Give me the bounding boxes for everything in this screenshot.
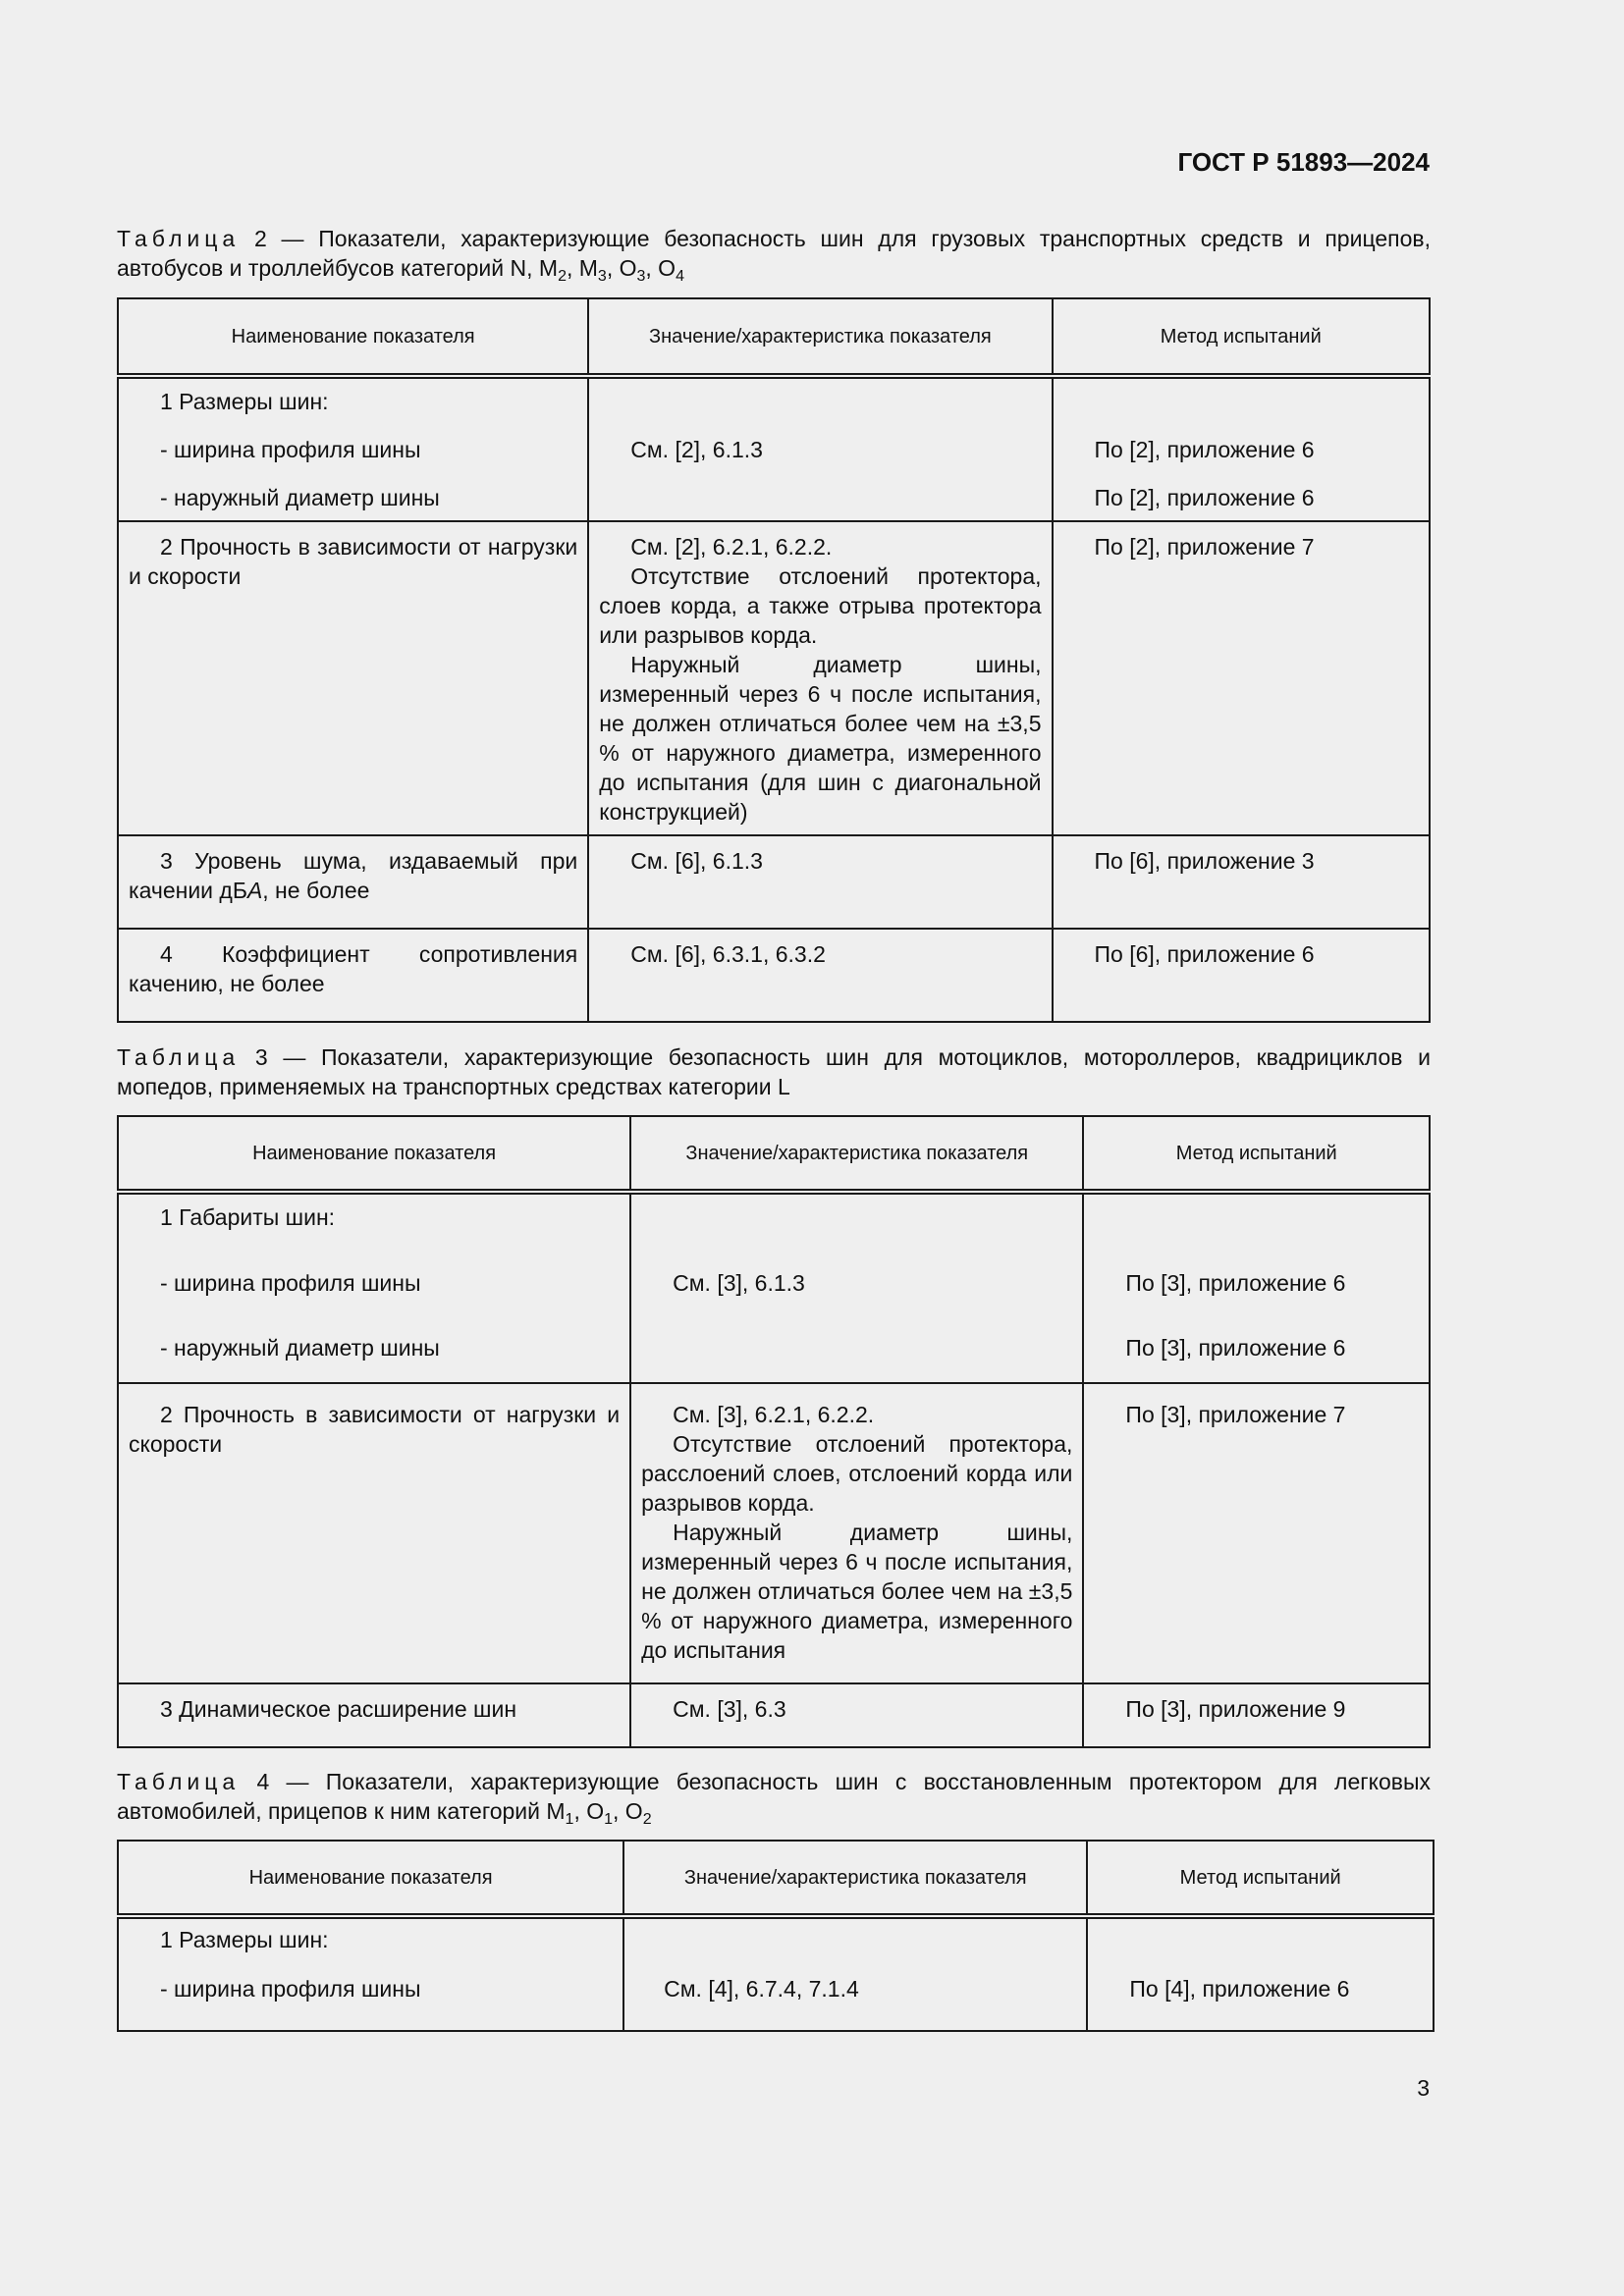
cell-text: См. [6], 6.1.3	[630, 848, 763, 874]
subscript: 2	[642, 1811, 652, 1828]
table-cell	[118, 929, 588, 1022]
cell-paragraph: Наружный диаметр шины, измеренный через 6 ч после испытания, не должен отличаться более чем на ±3,5 % от наружного диаметра, измеренного до испытания	[641, 1520, 1073, 1663]
row-subitem: - ширина профиля шины	[160, 437, 421, 462]
column-header: Наименование показателя	[118, 1116, 630, 1192]
cell-paragraph: Отсутствие отслоений протектора, слоев корда, а также отрыва протектора или разрывов корда.	[599, 563, 1042, 648]
cell-text: По [2], приложение 7	[1094, 534, 1315, 560]
table-cell	[1083, 1383, 1430, 1683]
table-cell	[118, 1916, 623, 2031]
table-cell	[1053, 835, 1431, 929]
table-4	[117, 1840, 1435, 2032]
table-row	[118, 1383, 1430, 1683]
page-number: 3	[1417, 2075, 1430, 2101]
table-row	[118, 521, 1430, 835]
table-3-caption-word: Таблица	[117, 1044, 241, 1070]
table-header-row	[118, 1841, 1434, 1916]
cell-text	[119, 836, 587, 913]
table-cell	[588, 835, 1052, 929]
subscript: 1	[604, 1811, 614, 1828]
cell-text: По [3], приложение 6	[1125, 1335, 1346, 1361]
table-2-caption-word: Таблица	[117, 226, 241, 251]
subscript: 4	[676, 268, 684, 285]
caption-sep: , O	[613, 1798, 643, 1824]
standard-designation: ГОСТ Р 51893—2024	[1177, 147, 1430, 177]
table-cell	[1053, 376, 1431, 521]
column-header: Наименование показателя	[118, 1841, 623, 1916]
cell-text: 2 Прочность в зависимости от нагрузки и скорости	[129, 534, 578, 589]
table-cell	[588, 376, 1052, 521]
cell-text: См. [2], 6.1.3	[630, 437, 763, 462]
table-cell	[118, 1383, 630, 1683]
cell-paragraph: См. [2], 6.2.1, 6.2.2.	[630, 534, 833, 560]
cell-text: По [3], приложение 9	[1125, 1696, 1346, 1722]
table-4-caption-text: 4 — Показатели, характеризующие безопасность шин с восстановленным протектором для легковых автомобилей, прицепов к ним категорий M	[117, 1769, 1431, 1824]
table-cell	[118, 376, 588, 521]
table-4-caption	[117, 1767, 1431, 1826]
subscript: 3	[636, 268, 646, 285]
column-header: Значение/характеристика показателя	[623, 1841, 1087, 1916]
table-cell	[118, 1683, 630, 1747]
table-2	[117, 297, 1431, 1023]
subscript: 3	[597, 268, 607, 285]
row-subitem: - наружный диаметр шины	[160, 485, 440, 510]
cell-text: По [2], приложение 6	[1094, 437, 1315, 462]
cell-text: По [3], приложение 6	[1125, 1270, 1346, 1296]
table-cell	[630, 1192, 1083, 1383]
table-cell	[630, 1383, 1083, 1683]
table-header-row	[118, 1116, 1430, 1192]
cell-text: 2 Прочность в зависимости от нагрузки и скорости	[129, 1402, 621, 1457]
cell-paragraph: См. [3], 6.2.1, 6.2.2.	[673, 1402, 875, 1427]
cell-text: 3 Динамическое расширение шин	[160, 1696, 517, 1722]
cell-text: 4 Коэффициент сопротивления качению, не более	[129, 941, 578, 996]
column-header: Значение/характеристика показателя	[630, 1116, 1083, 1192]
column-header: Метод испытаний	[1053, 298, 1431, 376]
table-row	[118, 835, 1430, 929]
cell-paragraph: Наружный диаметр шины, измеренный через 6 ч после испытания, не должен отличаться более чем на ±3,5 % от наружного диаметра, измеренного до испытания (для шин с диагональной конструкцией)	[599, 652, 1042, 825]
table-cell	[118, 835, 588, 929]
table-3-caption	[117, 1042, 1431, 1101]
cell-text: См. [4], 6.7.4, 7.1.4	[664, 1976, 859, 2002]
cell-text: См. [3], 6.1.3	[673, 1270, 805, 1296]
cell-text: По [2], приложение 6	[1094, 485, 1315, 510]
table-row	[118, 376, 1430, 521]
cell-text-part: 3 Уровень шума, издаваемый при качении дБ	[129, 848, 578, 903]
caption-sep: , O	[606, 255, 637, 281]
cell-text: См. [3], 6.3	[673, 1696, 786, 1722]
table-cell	[118, 1192, 630, 1383]
cell-text: По [6], приложение 6	[1094, 941, 1315, 967]
row-title: 1 Габариты шин:	[160, 1204, 336, 1230]
table-4-caption-word: Таблица	[117, 1769, 241, 1794]
row-title: 1 Размеры шин:	[160, 1927, 329, 1952]
table-2-caption	[117, 224, 1431, 283]
column-header: Метод испытаний	[1083, 1116, 1430, 1192]
table-cell	[118, 521, 588, 835]
table-cell	[588, 929, 1052, 1022]
row-subitem: - наружный диаметр шины	[160, 1335, 440, 1361]
row-subitem: - ширина профиля шины	[160, 1270, 421, 1296]
cell-text: По [6], приложение 3	[1094, 848, 1315, 874]
table-cell	[1053, 521, 1431, 835]
table-3	[117, 1115, 1431, 1748]
table-header-row	[118, 298, 1430, 376]
cell-text-part: , не более	[262, 878, 370, 903]
table-cell	[623, 1916, 1087, 2031]
caption-sep: , O	[645, 255, 677, 281]
cell-paragraph: Отсутствие отслоений протектора, расслоений слоев, отслоений корда или разрывов корда.	[641, 1431, 1073, 1516]
subscript: 2	[558, 268, 567, 285]
table-3-caption-text: 3 — Показатели, характеризующие безопасность шин для мотоциклов, мотороллеров, квадрициклов и мопедов, применяемых на транспортных средствах категории L	[117, 1044, 1431, 1099]
cell-text: См. [6], 6.3.1, 6.3.2	[630, 941, 826, 967]
table-row	[118, 1916, 1434, 2031]
cell-text: По [3], приложение 7	[1125, 1402, 1346, 1427]
caption-sep: , O	[573, 1798, 605, 1824]
table-cell	[1083, 1683, 1430, 1747]
column-header: Значение/характеристика показателя	[588, 298, 1052, 376]
table-cell	[630, 1683, 1083, 1747]
column-header: Наименование показателя	[118, 298, 588, 376]
row-title: 1 Размеры шин:	[160, 389, 329, 414]
table-2-caption-text: 2 — Показатели, характеризующие безопасность шин для грузовых транспортных средств и прицепов, автобусов и троллейбусов категорий N, M	[117, 226, 1432, 281]
column-header: Метод испытаний	[1087, 1841, 1434, 1916]
table-row	[118, 1192, 1430, 1383]
cell-text: По [4], приложение 6	[1129, 1976, 1350, 2002]
caption-sep: , M	[566, 255, 598, 281]
table-cell	[588, 521, 1052, 835]
row-subitem: - ширина профиля шины	[160, 1976, 421, 2002]
cell-text-italic: А	[246, 878, 263, 903]
subscript: 1	[565, 1811, 574, 1828]
table-cell	[1083, 1192, 1430, 1383]
table-cell	[1053, 929, 1431, 1022]
table-row	[118, 1683, 1430, 1747]
table-cell	[1087, 1916, 1434, 2031]
table-row	[118, 929, 1430, 1022]
